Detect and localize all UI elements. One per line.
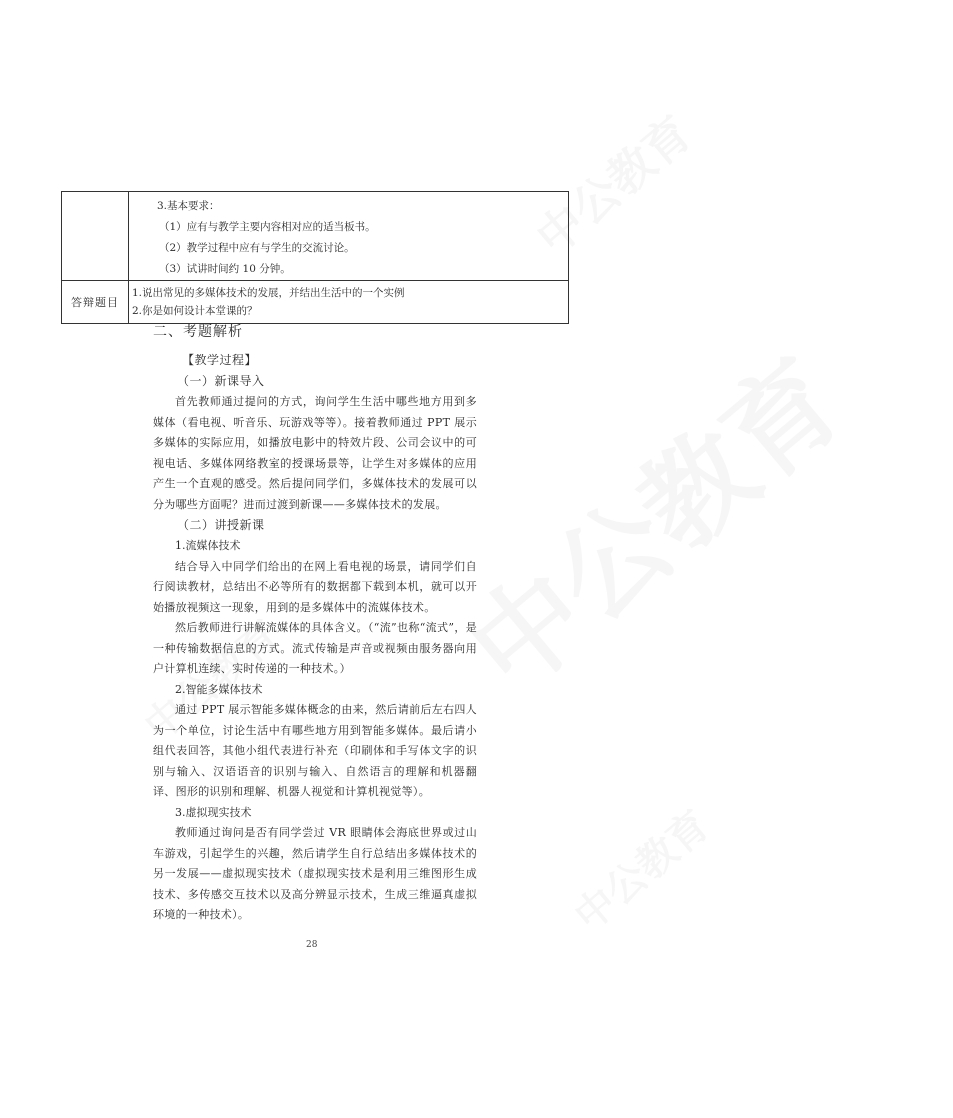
item2-title: 2.智能多媒体技术	[175, 682, 263, 696]
requirement-item: （3）试讲时间约 10 分钟。	[159, 263, 291, 275]
part2-heading: （二）讲授新课	[177, 518, 265, 532]
item3-title: 3.虚拟现实技术	[175, 805, 252, 819]
item3-paragraph: 教师通过询问是否有同学尝过 VR 眼睛体会海底世界或过山车游戏，引起学生的兴趣，然后请学生自行总结出多媒体技术的另一发展——虚拟现实技术（虚拟现实技术是利用三维图形生成技术、多传感交互技术以及高分辨显示技术，生成三维逼真虚拟环境的一种技术）。	[153, 826, 477, 921]
table-row	[62, 192, 569, 281]
item1-title: 1.流媒体技术	[175, 539, 241, 552]
section-title: 二、考题解析	[153, 324, 243, 340]
part1-heading: （一）新课导入	[177, 374, 265, 388]
page-number: 28	[306, 940, 318, 950]
requirements-table	[61, 191, 569, 324]
watermark	[560, 795, 719, 942]
item1-paragraph-2: 然后教师进行讲解流媒体的具体含义。（“流”也称“流式”，是一种传输数据信息的方式。流式传输是声音或视频由服务器向用户计算机连续、实时传递的一种技术。）	[153, 621, 477, 675]
empty-label-cell	[62, 192, 129, 281]
table-row	[62, 281, 569, 324]
item1-paragraph-1: 结合导入中同学们给出的在网上看电视的场景，请同学们自行阅读教材，总结出不必等所有的数据都下载到本机，就可以开始播放视频这一现象，用到的是多媒体中的流媒体技术。	[153, 559, 477, 614]
requirement-item: （2）教学过程中应有与学生的交流讨论。	[159, 242, 355, 254]
requirements-cell	[129, 192, 569, 281]
questions-cell	[129, 281, 569, 324]
teaching-process-heading: 【教学过程】	[182, 353, 258, 367]
watermark	[431, 317, 870, 721]
requirement-item: （1）应有与教学主要内容相对应的适当板书。	[159, 221, 376, 233]
part1-paragraph: 首先教师通过提问的方式，询问学生生活中哪些地方用到多媒体（看电视、听音乐、玩游戏等等）。接着教师通过 PPT 展示多媒体的实际应用，如播放电影中的特效片段、公司会议中的可视电话、多媒体网络教室的授课场景等，让学生对多媒体的应用产生一个直观的感受。然后提问同学们，多媒体技术的发展可以分为哪些方面呢？进而过渡到新课——多媒体技术的发展。	[153, 395, 477, 511]
document-body	[153, 322, 477, 926]
item2-paragraph: 通过 PPT 展示智能多媒体概念的由来，然后请前后左右四人为一个单位，讨论生活中有哪些地方用到智能多媒体。最后请小组代表回答，其他小组代表进行补充（印刷体和手写体文字的识别与输入、汉语语音的识别与输入、自然语言的理解和机器翻译、图形的识别和理解、机器人视觉和计算机视觉等）。	[153, 703, 477, 798]
question-item: 2.你是如何设计本堂课的？	[132, 305, 258, 317]
question-item: 1.说出常见的多媒体技术的发展，并结出生活中的一个实例	[132, 287, 405, 299]
answer-label-cell: 答辩题目	[62, 281, 129, 324]
requirement-heading: 3.基本要求：	[157, 200, 220, 212]
